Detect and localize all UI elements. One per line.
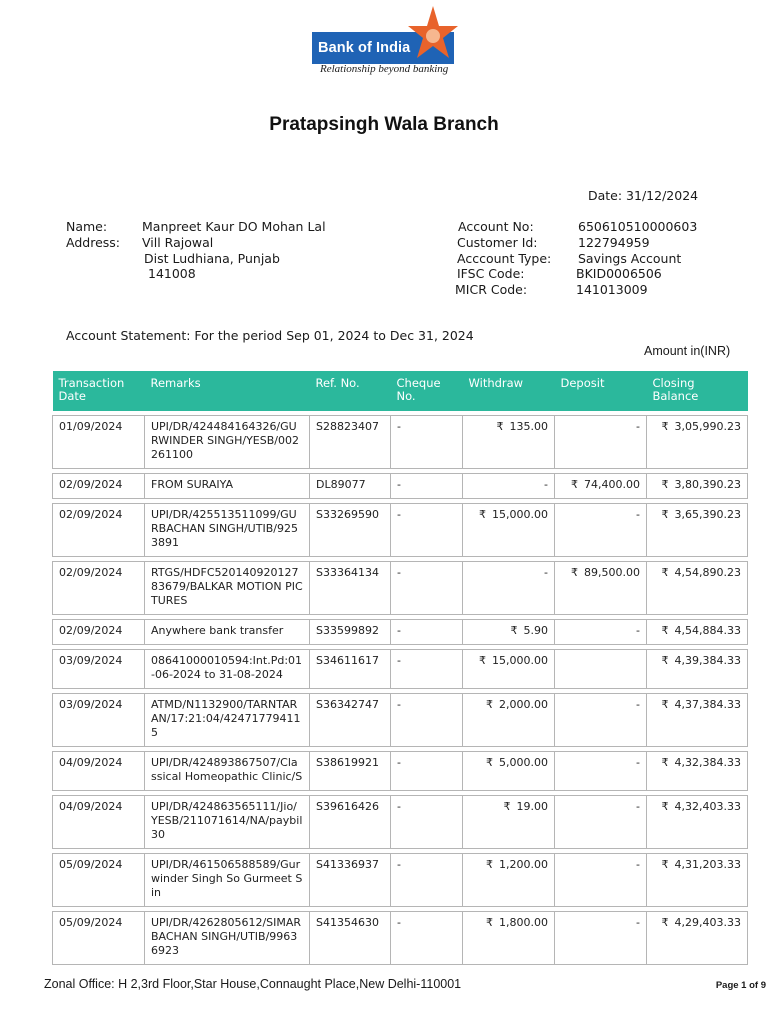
col-ref-no: Ref. No.	[310, 371, 391, 411]
address-line-2: Dist Ludhiana, Punjab	[144, 251, 280, 266]
cell-withdraw	[463, 504, 555, 557]
table-row	[53, 620, 748, 645]
cell-remarks: ATMD/N1132900/TARNTARAN/17:21:04/424717794115	[145, 694, 310, 747]
cell-remarks: RTGS/HDFC52014092012783679/BALKAR MOTION PICTURES	[145, 562, 310, 615]
cell-ref-no: S39616426	[310, 796, 391, 849]
bank-logo	[312, 6, 462, 76]
cell-deposit: -	[555, 796, 647, 849]
cell-date: 01/09/2024	[53, 416, 145, 469]
cell-ref-no: S33364134	[310, 562, 391, 615]
account-type-label: Acccount Type:	[457, 251, 552, 266]
cell-withdraw	[463, 752, 555, 791]
rupee-icon: ₹	[661, 756, 669, 769]
amount-value: 4,39,384.33	[674, 654, 741, 667]
rupee-icon: ₹	[503, 800, 511, 813]
cell-remarks: UPI/DR/4262805612/SIMARBACHAN SINGH/UTIB/99636923	[145, 912, 310, 965]
cell-date: 03/09/2024	[53, 694, 145, 747]
cell-date: 02/09/2024	[53, 620, 145, 645]
amount-value: 19.00	[516, 800, 548, 813]
amount-value: 2,000.00	[499, 698, 548, 711]
cell-date: 04/09/2024	[53, 796, 145, 849]
cell-ref-no: S33269590	[310, 504, 391, 557]
amount-value: 3,80,390.23	[674, 478, 741, 491]
cell-deposit	[555, 474, 647, 499]
customer-id: 122794959	[578, 235, 650, 250]
cell-closing-balance	[647, 416, 748, 469]
cell-remarks: UPI/DR/424863565111/Jio/YESB/211071614/NA/paybil30	[145, 796, 310, 849]
logo-bank-name: Bank of India	[318, 40, 411, 56]
cell-withdraw: -	[463, 562, 555, 615]
col-cheque-no: Cheque No.	[391, 371, 463, 411]
ifsc-label: IFSC Code:	[457, 266, 525, 281]
rupee-icon: ₹	[571, 478, 579, 491]
cell-date: 03/09/2024	[53, 650, 145, 689]
rupee-icon: ₹	[661, 624, 669, 637]
col-transaction-date: Transaction Date	[53, 371, 145, 411]
rupee-icon: ₹	[661, 566, 669, 579]
page-number: Page 1 of 9	[715, 980, 766, 991]
table-row	[53, 752, 748, 791]
cell-remarks: UPI/DR/424893867507/Classical Homeopathic Clinic/S	[145, 752, 310, 791]
logo-tagline: Relationship beyond banking	[320, 63, 449, 75]
cell-ref-no: S38619921	[310, 752, 391, 791]
col-remarks: Remarks	[145, 371, 310, 411]
micr-label: MICR Code:	[455, 282, 528, 297]
cell-date: 02/09/2024	[53, 474, 145, 499]
cell-ref-no: S36342747	[310, 694, 391, 747]
cell-date: 04/09/2024	[53, 752, 145, 791]
table-row	[53, 650, 748, 689]
cell-cheque-no: -	[391, 694, 463, 747]
statement-date: Date: 31/12/2024	[588, 188, 699, 203]
rupee-icon: ₹	[661, 916, 669, 929]
rupee-icon: ₹	[479, 654, 487, 667]
cell-remarks: UPI/DR/425513511099/GURBACHAN SINGH/UTIB/9253891	[145, 504, 310, 557]
amount-value: 4,37,384.33	[674, 698, 741, 711]
cell-ref-no: S41336937	[310, 854, 391, 907]
cell-date: 05/09/2024	[53, 854, 145, 907]
star-icon	[408, 6, 458, 64]
rupee-icon: ₹	[486, 858, 494, 871]
rupee-icon: ₹	[661, 654, 669, 667]
address-line-3: 141008	[148, 266, 196, 281]
cell-remarks: UPI/DR/424484164326/GURWINDER SINGH/YESB/002261100	[145, 416, 310, 469]
cell-cheque-no: -	[391, 912, 463, 965]
rupee-icon: ₹	[486, 916, 494, 929]
cell-closing-balance	[647, 504, 748, 557]
col-closing-balance: Closing Balance	[647, 371, 748, 411]
table-row	[53, 796, 748, 849]
cell-withdraw	[463, 650, 555, 689]
amount-value: 135.00	[509, 420, 548, 433]
customer-name: Manpreet Kaur DO Mohan Lal	[142, 219, 326, 234]
cell-deposit: -	[555, 694, 647, 747]
zonal-office-footer: Zonal Office: H 2,3rd Floor,Star House,Connaught Place,New Delhi-110001	[44, 977, 462, 991]
cell-cheque-no: -	[391, 504, 463, 557]
table-row	[53, 912, 748, 965]
cell-date: 02/09/2024	[53, 504, 145, 557]
account-number-label: Account No:	[458, 219, 534, 234]
cell-cheque-no: -	[391, 562, 463, 615]
cell-deposit: -	[555, 854, 647, 907]
rupee-icon: ₹	[571, 566, 579, 579]
rupee-icon: ₹	[661, 478, 669, 491]
cell-cheque-no: -	[391, 752, 463, 791]
table-row	[53, 854, 748, 907]
rupee-icon: ₹	[496, 420, 504, 433]
cell-deposit: -	[555, 912, 647, 965]
table-row	[53, 504, 748, 557]
cell-date: 05/09/2024	[53, 912, 145, 965]
cell-ref-no: S28823407	[310, 416, 391, 469]
cell-cheque-no: -	[391, 416, 463, 469]
rupee-icon: ₹	[479, 508, 487, 521]
col-deposit: Deposit	[555, 371, 647, 411]
cell-withdraw	[463, 854, 555, 907]
statement-period: Account Statement: For the period Sep 01, 2024 to Dec 31, 2024	[66, 328, 474, 343]
cell-withdraw	[463, 620, 555, 645]
cell-withdraw	[463, 796, 555, 849]
cell-closing-balance	[647, 620, 748, 645]
amount-value: 15,000.00	[492, 654, 548, 667]
cell-closing-balance	[647, 912, 748, 965]
amount-value: 3,65,390.23	[674, 508, 741, 521]
cell-withdraw	[463, 912, 555, 965]
table-header	[53, 371, 748, 411]
cell-cheque-no: -	[391, 474, 463, 499]
address-line-1: Vill Rajowal	[142, 235, 214, 250]
account-type: Savings Account	[578, 251, 682, 266]
address-label: Address:	[66, 235, 120, 250]
cell-deposit: -	[555, 752, 647, 791]
table-body	[53, 411, 748, 965]
rupee-icon: ₹	[661, 858, 669, 871]
table-row	[53, 474, 748, 499]
branch-title: Pratapsingh Wala Branch	[269, 114, 499, 135]
customer-id-label: Customer Id:	[457, 235, 538, 250]
rupee-icon: ₹	[661, 508, 669, 521]
amount-value: 4,54,890.23	[674, 566, 741, 579]
cell-closing-balance	[647, 474, 748, 499]
cell-deposit	[555, 650, 647, 689]
cell-ref-no: S34611617	[310, 650, 391, 689]
table-row	[53, 694, 748, 747]
amount-value: 4,32,384.33	[674, 756, 741, 769]
amount-value: 4,29,403.33	[674, 916, 741, 929]
name-label: Name:	[66, 219, 108, 234]
transactions-table	[52, 371, 748, 965]
rupee-icon: ₹	[510, 624, 518, 637]
micr-code: 141013009	[576, 282, 648, 297]
amount-value: 3,05,990.23	[674, 420, 741, 433]
cell-deposit: -	[555, 620, 647, 645]
cell-closing-balance	[647, 752, 748, 791]
amount-value: 1,200.00	[499, 858, 548, 871]
cell-date: 02/09/2024	[53, 562, 145, 615]
cell-closing-balance	[647, 650, 748, 689]
cell-cheque-no: -	[391, 796, 463, 849]
rupee-icon: ₹	[486, 698, 494, 711]
cell-closing-balance	[647, 562, 748, 615]
cell-cheque-no: -	[391, 650, 463, 689]
cell-closing-balance	[647, 854, 748, 907]
rupee-icon: ₹	[661, 800, 669, 813]
amount-unit: Amount in(INR)	[644, 344, 731, 358]
amount-value: 4,31,203.33	[674, 858, 741, 871]
ifsc-code: BKID0006506	[576, 266, 662, 281]
cell-closing-balance	[647, 796, 748, 849]
cell-ref-no: DL89077	[310, 474, 391, 499]
cell-deposit: -	[555, 416, 647, 469]
account-number: 650610510000603	[578, 219, 698, 234]
amount-value: 4,54,884.33	[674, 624, 741, 637]
amount-value: 5,000.00	[499, 756, 548, 769]
rupee-icon: ₹	[661, 698, 669, 711]
cell-cheque-no: -	[391, 854, 463, 907]
table-row	[53, 562, 748, 615]
cell-closing-balance	[647, 694, 748, 747]
cell-withdraw	[463, 694, 555, 747]
amount-value: 4,32,403.33	[674, 800, 741, 813]
cell-ref-no: S33599892	[310, 620, 391, 645]
rupee-icon: ₹	[661, 420, 669, 433]
amount-value: 1,800.00	[499, 916, 548, 929]
cell-ref-no: S41354630	[310, 912, 391, 965]
cell-deposit: -	[555, 504, 647, 557]
amount-value: 5.90	[523, 624, 548, 637]
cell-remarks: Anywhere bank transfer	[145, 620, 310, 645]
cell-withdraw	[463, 416, 555, 469]
cell-remarks: 08641000010594:Int.Pd:01-06-2024 to 31-08-2024	[145, 650, 310, 689]
table-row	[53, 416, 748, 469]
col-withdraw: Withdraw	[463, 371, 555, 411]
cell-remarks: UPI/DR/461506588589/Gurwinder Singh So Gurmeet Sin	[145, 854, 310, 907]
amount-value: 15,000.00	[492, 508, 548, 521]
cell-cheque-no: -	[391, 620, 463, 645]
amount-value: 74,400.00	[584, 478, 640, 491]
rupee-icon: ₹	[486, 756, 494, 769]
cell-withdraw: -	[463, 474, 555, 499]
cell-deposit	[555, 562, 647, 615]
cell-remarks: FROM SURAIYA	[145, 474, 310, 499]
amount-value: 89,500.00	[584, 566, 640, 579]
